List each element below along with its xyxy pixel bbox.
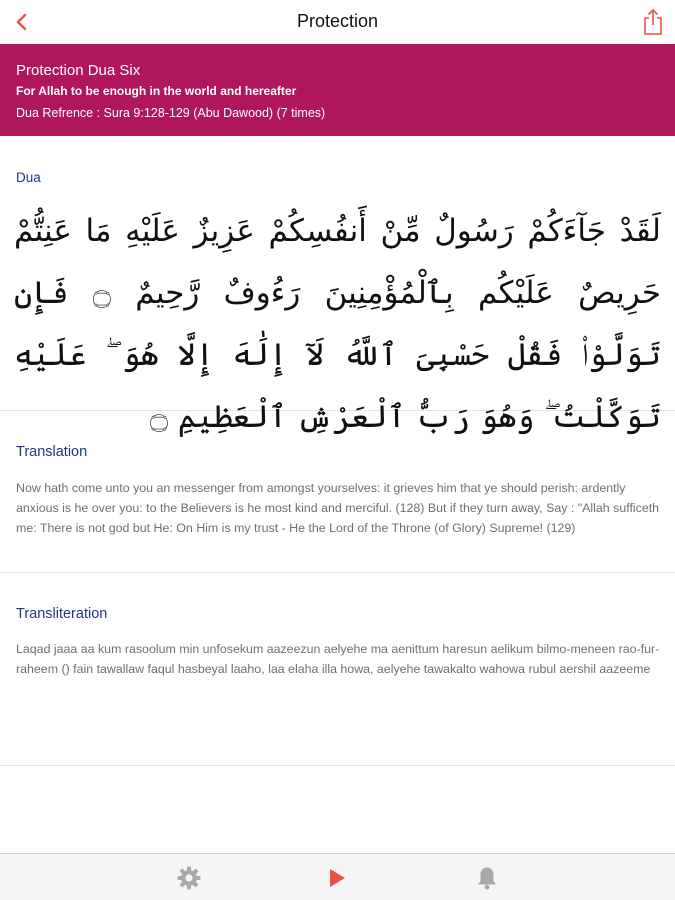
transliteration-section (0, 573, 675, 766)
bottom-toolbar (0, 853, 675, 900)
play-button[interactable] (322, 864, 352, 892)
dua-reference: Dua Refrence : Sura 9:128-129 (Abu Dawood) (7 times) (16, 106, 326, 120)
gear-icon (176, 865, 202, 891)
translation-section (0, 411, 675, 573)
dua-arabic-text: لَقَدْ جَآءَكُمْ رَسُولٌ مِّنْ أَنفُسِكُمْ عَزِيزٌ عَلَيْهِ مَا عَنِتُّمْ حَرِيصٌ عَلَيْكُم بِٱلْمُؤْمِنِينَ رَءُوفٌ رَّحِيمٌ ۝ فَإِن تَوَلَّوْا۟ فَقُلْ حَسْبِىَ ٱللَّهُ لَآ إِلَٰهَ إِلَّا هُوَ ۖ عَلَيْهِ تَوَكَّلْتُ ۖ وَهُوَ رَبُّ ٱلْعَرْشِ ٱلْعَظِيمِ ۝ (14, 213, 661, 435)
play-icon (326, 866, 348, 890)
page-title: Protection (296, 11, 379, 31)
bell-icon (475, 865, 499, 891)
dua-heading: Dua (16, 170, 41, 185)
dua-subtitle: For Allah to be enough in the world and hereafter (16, 84, 297, 98)
reminder-button[interactable] (472, 864, 502, 892)
translation-heading: Translation (16, 444, 88, 460)
dua-section (0, 136, 675, 435)
share-button[interactable] (637, 6, 669, 38)
transliteration-text: Laqad jaaa aa kum rasoolum min unfosekum aazeezun aelyehe ma aenittum haresun aelikum bilmo-meneen rao-fur-raheem () fain tawallaw faqul hasbeyal laaho, laa elaha illa howa, aelyehe tawakalto wahowa rubul aershil aazeeme (16, 642, 660, 676)
settings-button[interactable] (174, 864, 204, 892)
share-icon (642, 8, 664, 36)
dua-title: Protection Dua Six (16, 62, 141, 79)
dua-header-banner (0, 44, 675, 136)
translation-text: Now hath come unto you an messenger from amongst yourselves: it grieves him that ye should perish: ardently anxious is he over you: to the Believers is he most kind and merciful. (128) But if they turn away, Say : "Allah sufficeth me: There is not god but He: On Him is my trust - He the Lord of the Throne (of Glory) Supreme! (129) (16, 481, 660, 535)
transliteration-heading: Transliteration (16, 606, 108, 622)
navigation-bar (0, 0, 675, 44)
